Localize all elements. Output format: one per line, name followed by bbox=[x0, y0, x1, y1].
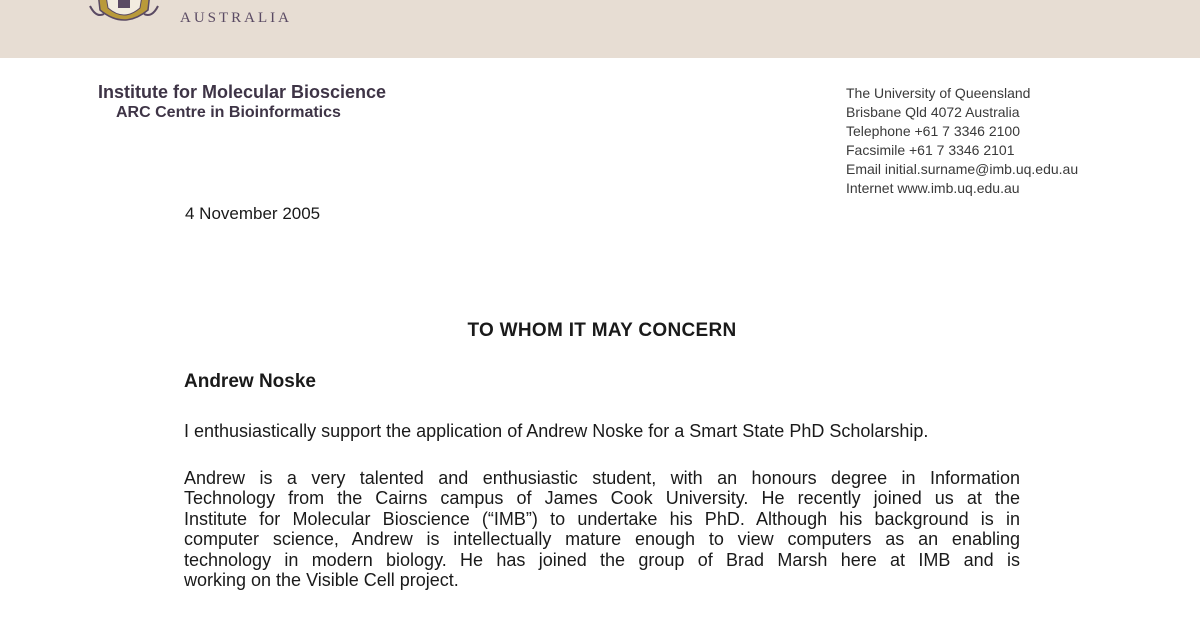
department-name: Institute for Molecular Bioscience bbox=[98, 82, 387, 102]
university-crest-icon bbox=[88, 0, 160, 26]
contact-internet: Internet www.imb.uq.edu.au bbox=[846, 180, 1020, 196]
paragraph-2-line: working on the Visible Cell project. bbox=[184, 570, 459, 591]
paragraph-2-line: Institute for Molecular Bioscience (“IMB”) to undertake his PhD. Although his background is in bbox=[184, 508, 1020, 529]
contact-facsimile: Facsimile +61 7 3346 2101 bbox=[846, 142, 1015, 158]
centre-name: ARC Centre in Bioinformatics bbox=[116, 104, 341, 121]
letter-subject: Andrew Noske bbox=[184, 371, 316, 392]
contact-address: Brisbane Qld 4072 Australia bbox=[846, 104, 1020, 120]
paragraph-2-line: computer science, Andrew is intellectually mature enough to view computers as an enabling bbox=[184, 529, 1020, 550]
paragraph-2-line: Andrew is a very talented and enthusiastic student, with an honours degree in Information bbox=[184, 468, 1020, 488]
contact-university: The University of Queensland bbox=[846, 85, 1031, 101]
contact-block bbox=[846, 84, 1078, 198]
paragraph-2-line: Technology from the Cairns campus of James Cook University. He recently joined us at the bbox=[184, 488, 1020, 509]
contact-telephone: Telephone +61 7 3346 2100 bbox=[846, 123, 1020, 139]
letter-date: 4 November 2005 bbox=[185, 204, 321, 223]
letterhead-band bbox=[0, 0, 1200, 58]
letter-heading: TO WHOM IT MAY CONCERN bbox=[467, 320, 737, 341]
paragraph-2 bbox=[184, 468, 1020, 590]
contact-email: Email initial.surname@imb.uq.edu.au bbox=[846, 161, 1079, 177]
letterhead-country: AUSTRALIA bbox=[180, 10, 292, 26]
paragraph-2-line: technology in modern biology. He has joined the group of Brad Marsh here at IMB and is bbox=[184, 549, 1020, 570]
paragraph-1: I enthusiastically support the application of Andrew Noske for a Smart State PhD Scholarship. bbox=[184, 421, 929, 441]
